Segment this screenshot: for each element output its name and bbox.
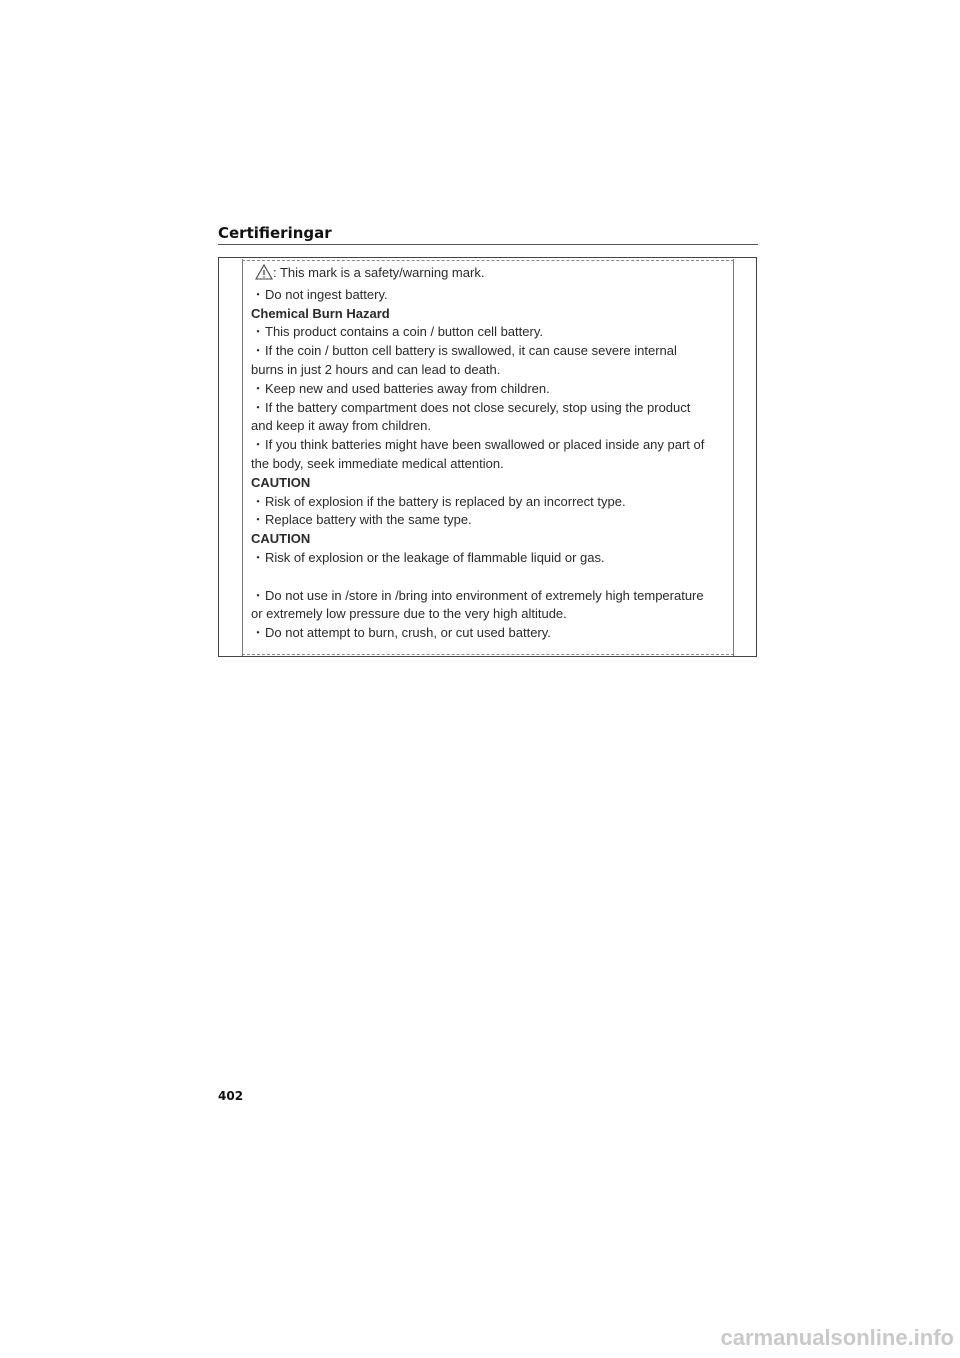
notice-continuation-line: the body, seek immediate medical attention.: [251, 455, 504, 471]
notice-bullet-text: Do not use in /store in /bring into environment of extremely high temperature: [265, 587, 704, 603]
bullet-marker: ・: [251, 549, 265, 565]
notice-intro-line: [251, 264, 731, 286]
notice-bullet-item: [251, 342, 731, 361]
bullet-marker: ・: [251, 324, 265, 340]
warning-triangle-icon: [251, 264, 273, 286]
notice-heading: CAUTION: [251, 474, 311, 490]
notice-intro-text: : This mark is a safety/warning mark.: [273, 265, 485, 280]
notice-content: [251, 264, 731, 643]
bullet-marker: ・: [251, 380, 265, 396]
notice-bullet-text: Replace battery with the same type.: [265, 512, 472, 528]
notice-bullet-text: If you think batteries might have been swallowed or placed inside any part of: [265, 437, 705, 453]
notice-continuation-line: and keep it away from children.: [251, 418, 431, 434]
title-rule: [218, 244, 758, 245]
notice-continuation-line: burns in just 2 hours and can lead to death.: [251, 361, 501, 377]
bullet-marker: ・: [251, 437, 265, 453]
notice-bullet-item: [251, 399, 731, 418]
notice-continuation-line: or extremely low pressure due to the very high altitude.: [251, 606, 567, 622]
notice-bullet-item: [251, 493, 731, 512]
notice-dash-top: [242, 260, 734, 261]
notice-bullet-text: If the battery compartment does not close securely, stop using the product: [265, 399, 691, 415]
notice-bullet-text: If the coin / button cell battery is swallowed, it can cause severe internal: [265, 343, 677, 359]
notice-bullet-text: Keep new and used batteries away from children.: [265, 380, 550, 396]
notice-bullet-item: [251, 549, 731, 568]
notice-bullet-item: [251, 323, 731, 342]
notice-bullet-text: Do not ingest battery.: [265, 286, 388, 302]
notice-bullet-text: Risk of explosion if the battery is replaced by an incorrect type.: [265, 493, 626, 509]
watermark: carmanualsonline.info: [720, 1325, 954, 1350]
notice-bullet-item: [251, 511, 731, 530]
bullet-marker: ・: [251, 343, 265, 359]
bullet-marker: ・: [251, 587, 265, 603]
page-number: 402: [218, 1089, 244, 1103]
section-title: Certifieringar: [218, 224, 332, 242]
notice-bullet-item: [251, 624, 731, 643]
bullet-marker: ・: [251, 625, 265, 641]
notice-heading: Chemical Burn Hazard: [251, 305, 390, 321]
notice-heading: CAUTION: [251, 531, 311, 547]
bullet-marker: ・: [251, 512, 265, 528]
notice-bullet-item: [251, 436, 731, 455]
notice-bullet-text: Risk of explosion or the leakage of flammable liquid or gas.: [265, 549, 605, 565]
notice-bullet-item: [251, 587, 731, 606]
notice-bullet-text: Do not attempt to burn, crush, or cut used battery.: [265, 625, 551, 641]
notice-dash-bottom: [242, 654, 734, 655]
bullet-marker: ・: [251, 399, 265, 415]
notice-bullet-item: [251, 380, 731, 399]
notice-spacer: [251, 568, 731, 587]
bullet-marker: ・: [251, 286, 265, 302]
notice-bullet-text: This product contains a coin / button cell battery.: [265, 324, 543, 340]
notice-bullet-item: [251, 286, 731, 305]
bullet-marker: ・: [251, 493, 265, 509]
